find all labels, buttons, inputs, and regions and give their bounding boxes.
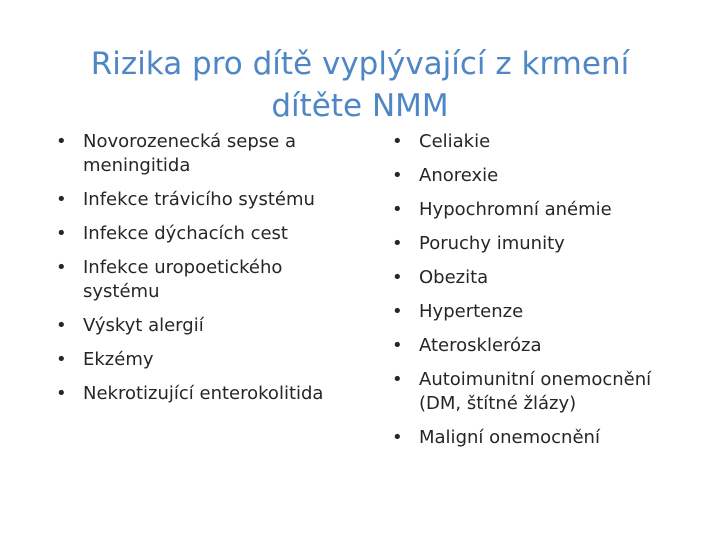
list-item-text: Ateroskleróza bbox=[419, 335, 542, 356]
list-item-text: Infekce dýchacích cest bbox=[83, 223, 288, 244]
list-item bbox=[392, 334, 692, 358]
list-item bbox=[392, 164, 692, 188]
list-item bbox=[392, 426, 692, 450]
list-item-text: Anorexie bbox=[419, 165, 499, 186]
list-item bbox=[56, 130, 356, 178]
list-item-text: Infekce uropoetického systému bbox=[83, 257, 283, 302]
list-item-text: Infekce trávicího systému bbox=[83, 189, 315, 210]
list-item bbox=[56, 314, 356, 338]
list-item-text: Obezita bbox=[419, 267, 489, 288]
list-item bbox=[56, 188, 356, 212]
list-item-text: Nekrotizující enterokolitida bbox=[83, 383, 324, 404]
list-item-text: Výskyt alergií bbox=[83, 315, 204, 336]
list-item-text: Hypertenze bbox=[419, 301, 524, 322]
slide-title bbox=[40, 43, 680, 127]
list-item bbox=[392, 232, 692, 256]
list-item bbox=[56, 382, 356, 406]
list-item-text: Maligní onemocnění bbox=[419, 427, 600, 448]
bullet-icon: • bbox=[56, 223, 67, 244]
list-item bbox=[56, 222, 356, 246]
bullet-icon: • bbox=[392, 427, 403, 448]
bullet-icon: • bbox=[392, 199, 403, 220]
bullet-icon: • bbox=[56, 383, 67, 404]
list-item-text: Celiakie bbox=[419, 131, 491, 152]
bullet-icon: • bbox=[392, 301, 403, 322]
list-item-text: Ekzémy bbox=[83, 349, 154, 370]
list-item bbox=[392, 198, 692, 222]
bullet-icon: • bbox=[392, 335, 403, 356]
left-bullet-list bbox=[56, 130, 356, 416]
right-bullet-list bbox=[392, 130, 692, 460]
bullet-icon: • bbox=[56, 349, 67, 370]
list-item bbox=[392, 368, 692, 416]
list-item bbox=[392, 300, 692, 324]
bullet-icon: • bbox=[392, 131, 403, 152]
list-item-text: Poruchy imunity bbox=[419, 233, 565, 254]
bullet-icon: • bbox=[56, 189, 67, 210]
slide-title-line-1: Rizika pro dítě vyplývající z krmení bbox=[90, 45, 630, 82]
list-item-text: Novorozenecká sepse a meningitida bbox=[83, 131, 297, 176]
list-item bbox=[56, 348, 356, 372]
list-item bbox=[392, 130, 692, 154]
list-item bbox=[56, 256, 356, 304]
slide-title-line-2: dítěte NMM bbox=[271, 87, 449, 124]
list-item-text: Autoimunitní onemocnění (DM, štítné žlázy) bbox=[419, 369, 652, 414]
bullet-icon: • bbox=[392, 233, 403, 254]
bullet-icon: • bbox=[392, 267, 403, 288]
bullet-icon: • bbox=[392, 369, 403, 390]
bullet-icon: • bbox=[392, 165, 403, 186]
list-item bbox=[392, 266, 692, 290]
bullet-icon: • bbox=[56, 257, 67, 278]
list-item-text: Hypochromní anémie bbox=[419, 199, 612, 220]
bullet-icon: • bbox=[56, 131, 67, 152]
bullet-icon: • bbox=[56, 315, 67, 336]
